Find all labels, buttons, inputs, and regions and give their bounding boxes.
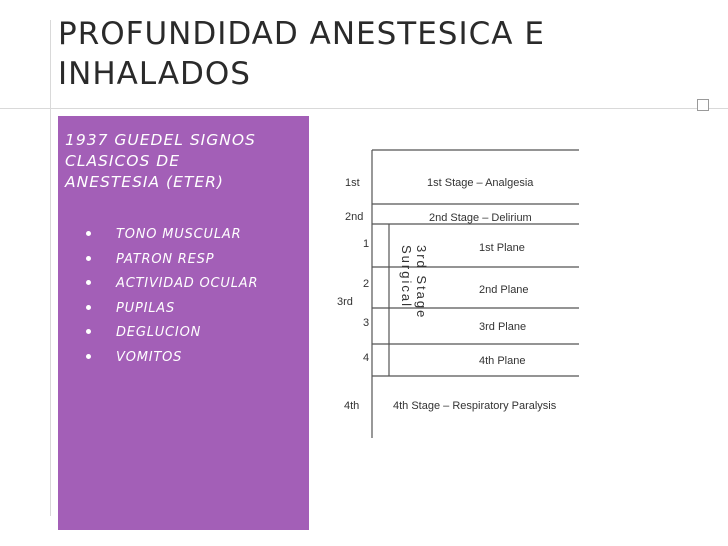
plane-text-2: 2nd Plane <box>479 284 529 296</box>
bullet-item <box>86 300 258 325</box>
horizontal-rule <box>0 108 728 109</box>
slide-title <box>58 14 618 94</box>
bullet-icon <box>86 280 91 285</box>
plane-text-4: 4th Plane <box>479 355 526 367</box>
content-panel <box>58 116 309 530</box>
plane-number-1: 1 <box>363 238 370 250</box>
bullet-text: TONO MUSCULAR <box>116 227 242 242</box>
stage-label-2nd: 2nd <box>345 211 364 223</box>
bullet-icon <box>86 256 91 261</box>
bullet-item <box>86 251 258 276</box>
vertical-rule <box>50 20 51 516</box>
plane-number-3: 3 <box>363 317 370 329</box>
corner-square-icon <box>697 99 709 111</box>
bullet-icon <box>86 231 91 236</box>
bullet-list <box>86 226 258 373</box>
stage-label-3rd: 3rd <box>337 296 353 308</box>
bullet-item <box>86 226 258 251</box>
vertical-label-line-1: 3rd Stage <box>414 245 429 320</box>
bullet-text: PATRON RESP <box>116 251 215 267</box>
bullet-text: DEGLUCION <box>116 325 202 340</box>
bullet-text: ACTIVIDAD OCULAR <box>116 276 259 291</box>
stage-text-delirium: 2nd Stage – Delirium <box>429 212 532 224</box>
stage-text-analgesia: 1st Stage – Analgesia <box>427 177 534 189</box>
bullet-item <box>86 349 258 374</box>
stage-label-4th: 4th <box>344 400 360 412</box>
panel-heading <box>65 130 310 193</box>
panel-heading-line-2: CLASICOS DE <box>65 152 180 170</box>
stage-text-respiratory-paralysis: 4th Stage – Respiratory Paralysis <box>393 400 557 412</box>
bullet-text: PUPILAS <box>116 300 176 316</box>
panel-heading-line-1: 1937 GUEDEL SIGNOS <box>65 131 256 149</box>
title-line-1: PROFUNDIDAD ANESTESICA E <box>58 16 545 52</box>
plane-number-4: 4 <box>363 352 370 364</box>
diagram-svg <box>327 146 627 442</box>
guedel-stages-diagram <box>327 146 627 442</box>
plane-text-3: 3rd Plane <box>479 321 527 333</box>
bullet-item <box>86 275 258 300</box>
bullet-icon <box>86 354 91 359</box>
bullet-text: VOMITOS <box>116 349 183 365</box>
plane-text-1: 1st Plane <box>479 242 525 254</box>
plane-number-2: 2 <box>363 278 370 290</box>
panel-heading-line-3: ANESTESIA (ETER) <box>65 173 224 191</box>
bullet-icon <box>86 329 91 334</box>
title-line-2: INHALADOS <box>58 56 251 92</box>
bullet-item <box>86 324 258 349</box>
bullet-icon <box>86 305 91 310</box>
vertical-label-line-2: Surgical <box>399 245 414 308</box>
stage-label-1st: 1st <box>345 177 360 189</box>
